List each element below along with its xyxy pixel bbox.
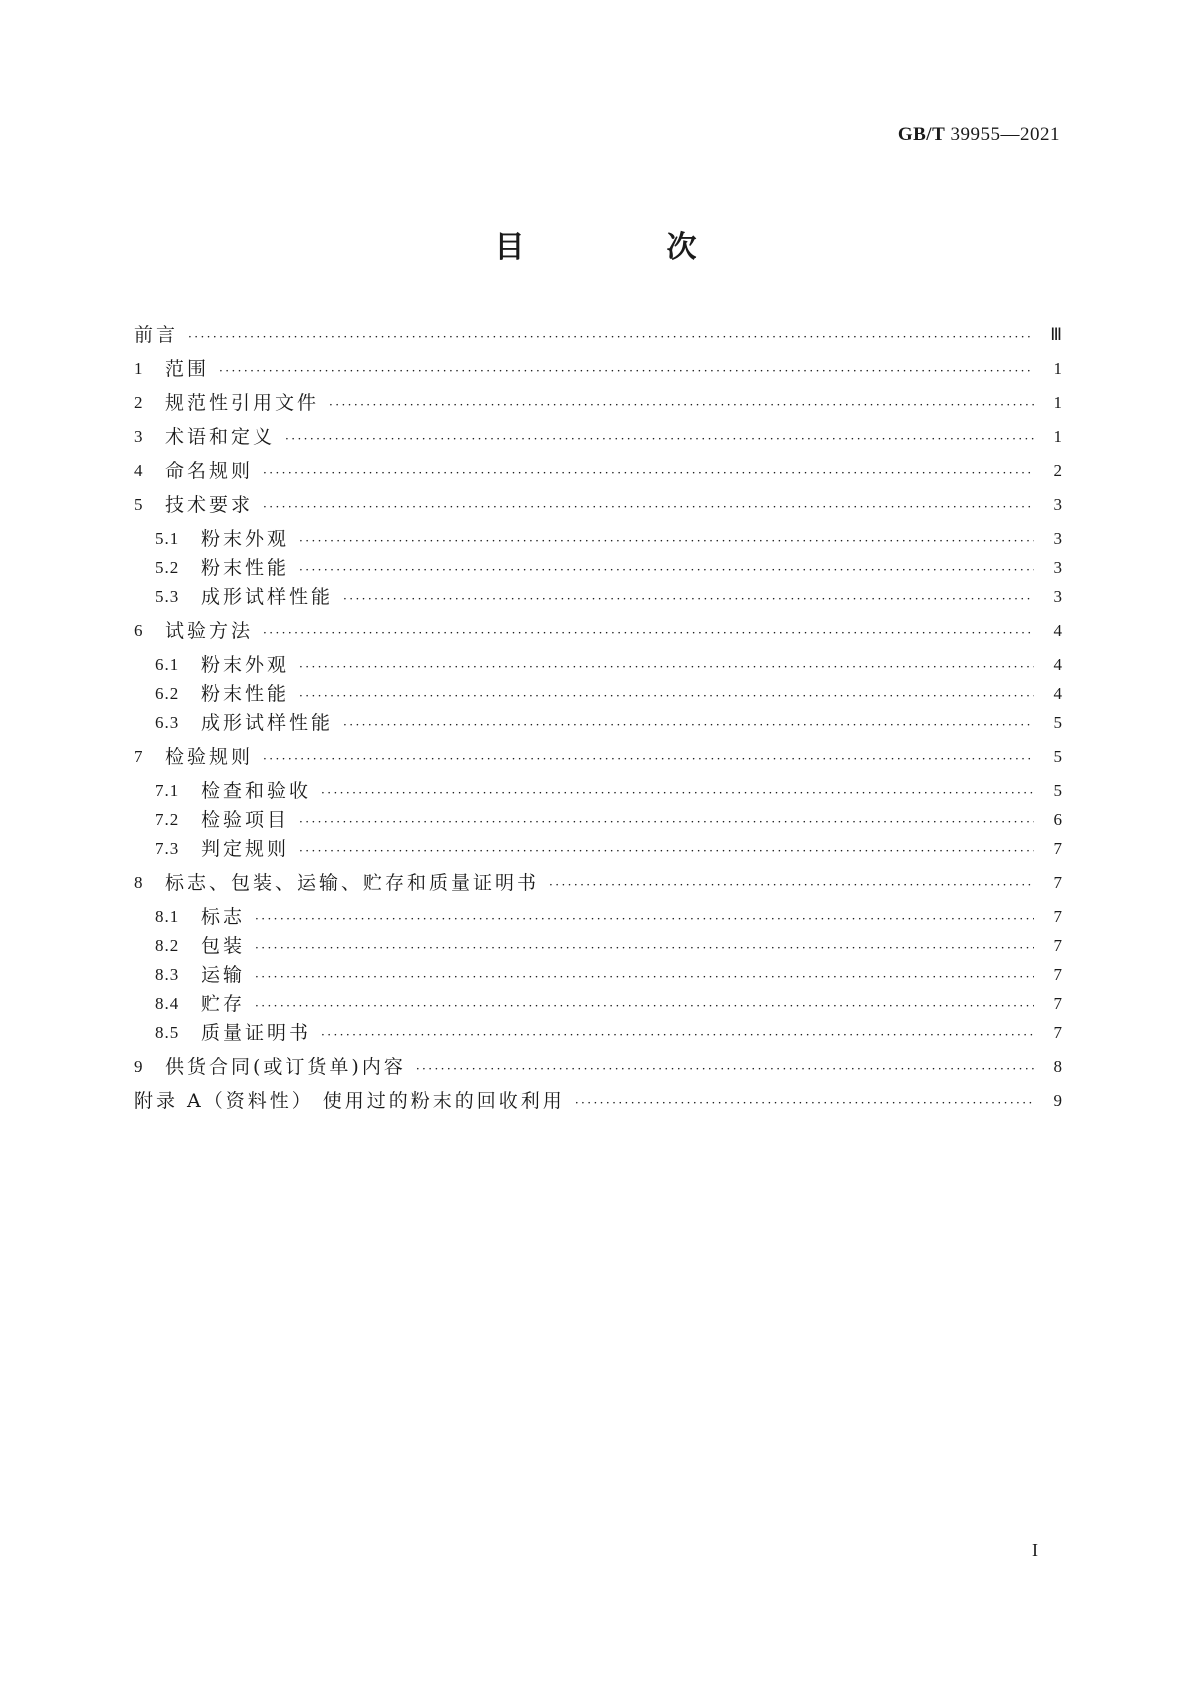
toc-entry[interactable] — [155, 962, 1062, 988]
toc-entry-label: 判定规则 — [201, 838, 290, 860]
toc-entry-page: 1 — [1053, 359, 1062, 378]
toc-entry-number: 8.1 — [155, 907, 180, 926]
toc-entry-page: 6 — [1053, 810, 1062, 829]
toc-entry[interactable] — [134, 1054, 1062, 1080]
toc-entry-page: 7 — [1053, 839, 1062, 858]
toc-entry-label: 质量证明书 — [201, 1022, 312, 1044]
toc-entry-label: 术语和定义 — [165, 426, 276, 448]
toc-entry-number: 7.1 — [155, 781, 180, 800]
standard-code-number: 39955—2021 — [950, 124, 1060, 145]
toc-entry-label: 前言 — [134, 324, 179, 346]
toc-entry[interactable] — [155, 807, 1062, 833]
toc-entry-label: 检查和验收 — [201, 780, 312, 802]
toc-entry-number: 3 — [134, 427, 143, 446]
toc-entry-number: 8.4 — [155, 994, 180, 1013]
toc-title: 目 次 — [494, 230, 753, 265]
page-number: I — [1032, 1540, 1038, 1560]
toc-entry[interactable] — [134, 356, 1062, 382]
dot-leader — [343, 588, 1034, 610]
toc-entry-page: Ⅲ — [1050, 325, 1062, 344]
toc-entry-label: 标志、包装、运输、贮存和质量证明书 — [165, 872, 540, 894]
toc-entry-label: 运输 — [201, 964, 246, 986]
dot-leader — [263, 462, 1034, 484]
toc-entry-label: 附录 A（资料性） 使用过的粉末的回收利用 — [134, 1090, 565, 1112]
toc-entry-number: 6.2 — [155, 684, 180, 703]
toc-entry-number: 8.2 — [155, 936, 180, 955]
toc-entry[interactable] — [155, 933, 1062, 959]
toc-entry[interactable] — [155, 991, 1062, 1017]
dot-leader — [255, 908, 1034, 930]
standard-code-prefix: GB/T — [897, 124, 946, 145]
dot-leader — [321, 782, 1034, 804]
toc-entry-page: 7 — [1053, 873, 1062, 892]
toc-entry[interactable] — [134, 322, 1062, 348]
toc-entry[interactable] — [155, 555, 1062, 581]
toc-entry-label: 粉末外观 — [201, 528, 290, 550]
toc-entry-page: 4 — [1053, 655, 1062, 674]
toc-entry-number: 6.1 — [155, 655, 180, 674]
toc-entry-label: 贮存 — [201, 993, 246, 1015]
toc-entry-label: 成形试样性能 — [201, 586, 334, 608]
toc-entry[interactable] — [155, 681, 1062, 707]
toc-entry-number: 2 — [134, 393, 143, 412]
toc-entry-label: 供货合同(或订货单)内容 — [165, 1056, 406, 1078]
toc-entry-page: 5 — [1053, 747, 1062, 766]
toc-entry[interactable] — [134, 492, 1062, 518]
dot-leader — [549, 874, 1034, 896]
toc-entry-page: 4 — [1053, 684, 1062, 703]
toc-entry[interactable] — [134, 458, 1062, 484]
dot-leader — [343, 714, 1034, 736]
toc-entry-page: 3 — [1053, 558, 1062, 577]
toc-entry-label: 检验规则 — [165, 746, 254, 768]
toc-entry[interactable] — [155, 1020, 1062, 1046]
toc-entry-number: 7.3 — [155, 839, 180, 858]
toc-entry-page: 4 — [1053, 621, 1062, 640]
toc-entry-label: 包装 — [201, 935, 246, 957]
dot-leader — [255, 966, 1034, 988]
dot-leader — [416, 1058, 1034, 1080]
toc-entry-page: 3 — [1053, 495, 1062, 514]
dot-leader — [299, 685, 1034, 707]
dot-leader — [263, 622, 1034, 644]
toc-entry-number: 4 — [134, 461, 143, 480]
toc-entry-page: 3 — [1053, 587, 1062, 606]
dot-leader — [299, 840, 1034, 862]
toc-entry-number: 5 — [134, 495, 143, 514]
dot-leader — [321, 1024, 1034, 1046]
toc-entry-number: 5.2 — [155, 558, 180, 577]
toc-entry[interactable] — [155, 778, 1062, 804]
toc-entry-label: 检验项目 — [201, 809, 290, 831]
toc-entry-page: 3 — [1053, 529, 1062, 548]
toc-entry-number: 9 — [134, 1057, 143, 1076]
toc-entry-number: 6 — [134, 621, 143, 640]
toc-entry-label: 成形试样性能 — [201, 712, 334, 734]
toc-entry-number: 5.1 — [155, 529, 180, 548]
toc-entry[interactable] — [155, 710, 1062, 736]
toc-entry[interactable] — [155, 526, 1062, 552]
toc-entry[interactable] — [134, 390, 1062, 416]
dot-leader — [299, 811, 1034, 833]
toc-entry-page: 1 — [1053, 427, 1062, 446]
dot-leader — [263, 496, 1034, 518]
toc-entry-label: 范围 — [165, 358, 210, 380]
toc-entry[interactable] — [134, 1088, 1062, 1114]
toc-entry[interactable] — [134, 744, 1062, 770]
toc-entry-page: 7 — [1053, 1023, 1062, 1042]
toc-entry-page: 2 — [1053, 461, 1062, 480]
toc-entry[interactable] — [134, 424, 1062, 450]
dot-leader — [263, 748, 1034, 770]
toc-entry-label: 命名规则 — [165, 460, 254, 482]
toc-entry-number: 6.3 — [155, 713, 180, 732]
toc-entry-number: 7 — [134, 747, 143, 766]
dot-leader — [299, 559, 1034, 581]
dot-leader — [575, 1092, 1034, 1114]
toc-entry-page: 7 — [1053, 907, 1062, 926]
toc-entry[interactable] — [155, 584, 1062, 610]
toc-entry-page: 7 — [1053, 965, 1062, 984]
toc-entry-number: 8.5 — [155, 1023, 180, 1042]
standard-code — [898, 124, 1060, 146]
dot-leader — [299, 530, 1034, 552]
toc-entry-page: 1 — [1053, 393, 1062, 412]
toc-entry-number: 7.2 — [155, 810, 180, 829]
toc-entry-label: 粉末外观 — [201, 654, 290, 676]
toc-entry-page: 5 — [1053, 713, 1062, 732]
toc-entry[interactable] — [155, 652, 1062, 678]
toc-entry[interactable] — [155, 904, 1062, 930]
toc-entry-page: 9 — [1053, 1091, 1062, 1110]
toc-entry-number: 8 — [134, 873, 143, 892]
dot-leader — [255, 995, 1034, 1017]
toc-entry-label: 粉末性能 — [201, 557, 290, 579]
toc-entry[interactable] — [134, 870, 1062, 896]
toc-entry-page: 7 — [1053, 994, 1062, 1013]
toc-entry-page: 8 — [1053, 1057, 1062, 1076]
toc-entry-label: 标志 — [201, 906, 246, 928]
toc-entry[interactable] — [134, 618, 1062, 644]
toc-entry-label: 粉末性能 — [201, 683, 290, 705]
toc-entry-label: 规范性引用文件 — [165, 392, 320, 414]
toc-entry-label: 试验方法 — [165, 620, 254, 642]
dot-leader — [329, 394, 1034, 416]
toc-entry-page: 5 — [1053, 781, 1062, 800]
dot-leader — [299, 656, 1034, 678]
toc-entry-number: 1 — [134, 359, 143, 378]
dot-leader — [285, 428, 1034, 450]
toc-entry[interactable] — [155, 836, 1062, 862]
dot-leader — [255, 937, 1034, 959]
dot-leader — [219, 360, 1034, 382]
toc-entry-page: 7 — [1053, 936, 1062, 955]
toc-entry-label: 技术要求 — [165, 494, 254, 516]
toc-entry-number: 8.3 — [155, 965, 180, 984]
dot-leader — [188, 326, 1034, 348]
toc-entry-number: 5.3 — [155, 587, 180, 606]
